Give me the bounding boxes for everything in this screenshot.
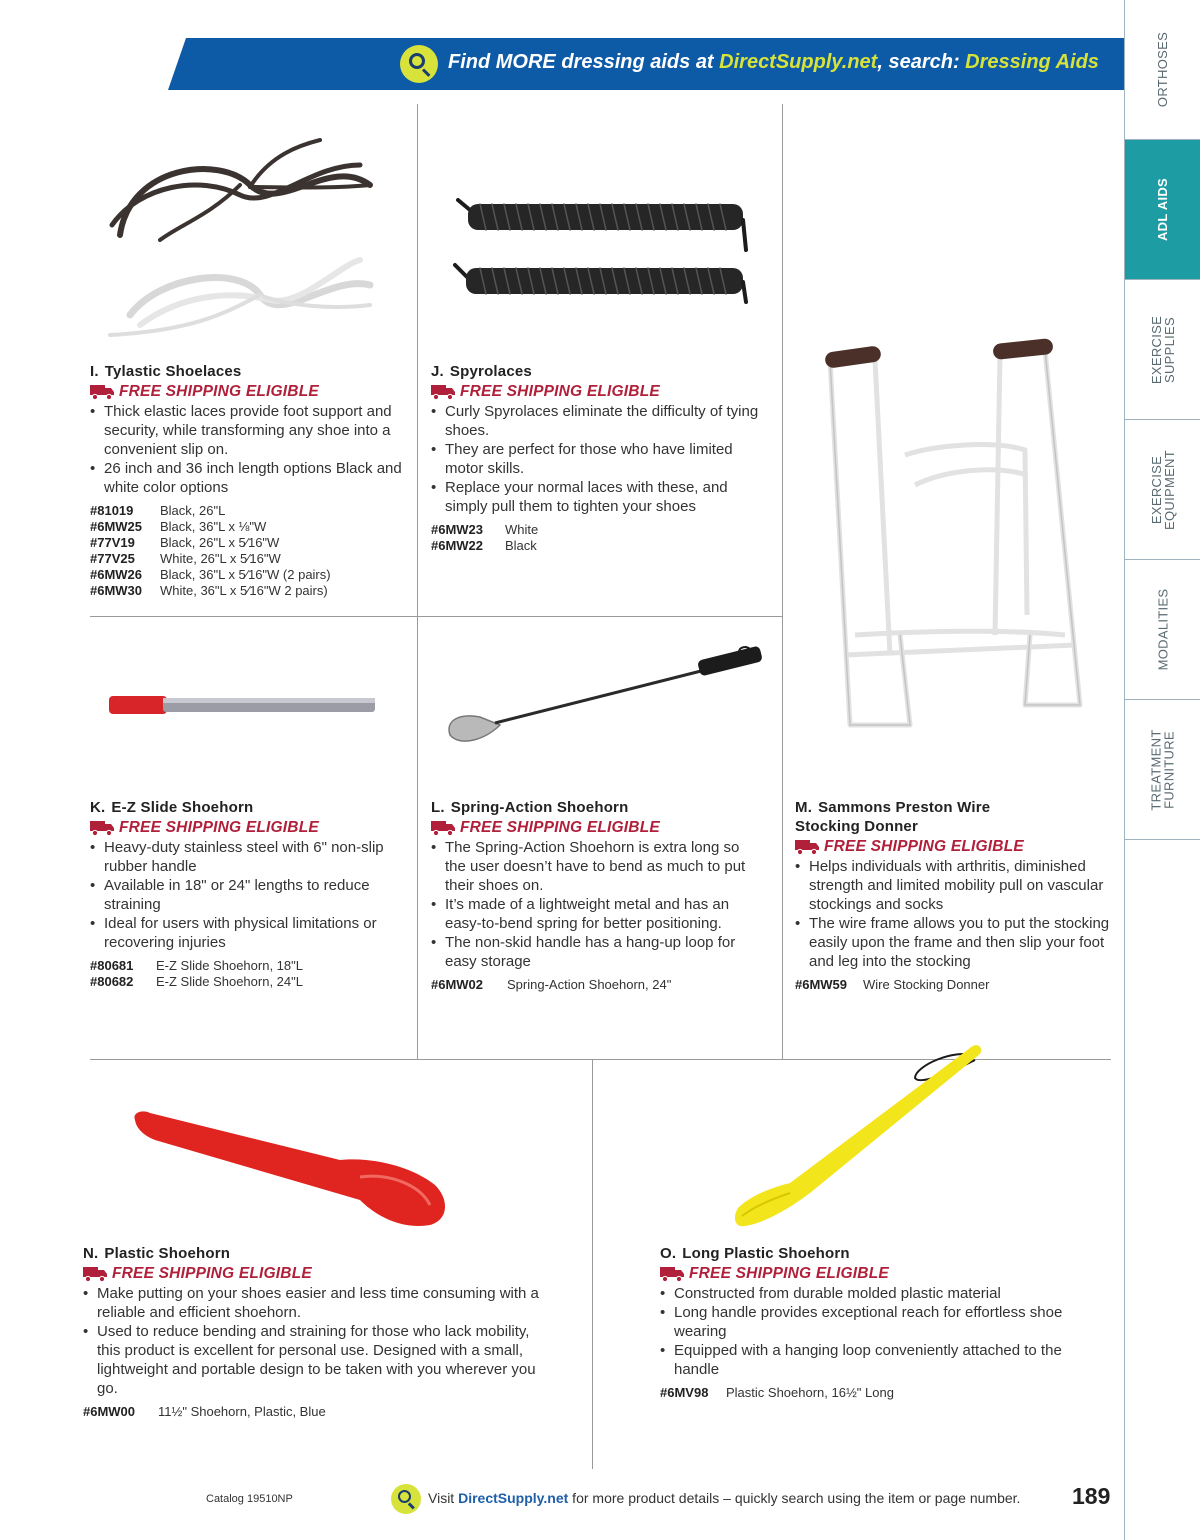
sku-row bbox=[660, 1385, 1080, 1401]
sku-desc: Plastic Shoehorn, 16½" Long bbox=[726, 1385, 894, 1400]
tab-label: MODALITIES bbox=[1155, 588, 1171, 671]
product-letter: L. bbox=[431, 799, 445, 816]
sku-code[interactable]: #6MW30 bbox=[90, 583, 143, 598]
product-long-plastic-shoehorn bbox=[660, 1244, 1080, 1401]
feature-list bbox=[90, 402, 410, 497]
ez-slide-shoehorn-image bbox=[105, 690, 380, 725]
footer-site-link[interactable]: DirectSupply.net bbox=[458, 1490, 569, 1506]
feature-list bbox=[795, 857, 1115, 971]
sku-code[interactable]: #6MW26 bbox=[90, 567, 143, 582]
sku-desc: Black bbox=[505, 538, 537, 553]
divider bbox=[782, 104, 783, 1059]
plastic-shoehorn-image bbox=[130, 1105, 460, 1230]
feature-list bbox=[83, 1284, 548, 1398]
free-shipping-badge bbox=[90, 382, 410, 402]
promo-banner bbox=[168, 38, 1124, 90]
sku-desc: Black, 36"L x 5⁄16"W (2 pairs) bbox=[160, 567, 331, 582]
product-title bbox=[90, 362, 410, 381]
product-wire-stocking-donner bbox=[795, 798, 1115, 993]
feature-item: • Helps individuals with arthritis, diminished strength and limited mobility pull on vascular stockings and socks bbox=[795, 857, 1115, 914]
feature-list bbox=[660, 1284, 1075, 1379]
feature-item: • Long handle provides exceptional reach for effortless shoe wearing bbox=[660, 1303, 1075, 1341]
free-shipping-label: FREE SHIPPING ELIGIBLE bbox=[119, 383, 319, 400]
shoelaces-image bbox=[100, 125, 390, 355]
sku-code[interactable]: #80682 bbox=[90, 974, 134, 989]
spyrolaces-image bbox=[450, 190, 760, 305]
feature-item: • The wire frame allows you to put the stocking easily upon the frame and then slip your foot and leg into the stocking bbox=[795, 914, 1115, 971]
product-name[interactable]: Long Plastic Shoehorn bbox=[682, 1245, 850, 1262]
sku-code[interactable]: #6MW23 bbox=[431, 522, 484, 537]
product-name[interactable]: Sammons Preston Wire Stocking Donner bbox=[795, 799, 991, 835]
sku-row bbox=[90, 583, 410, 599]
tab-exercise-supplies[interactable] bbox=[1125, 280, 1200, 420]
feature-item: • They are perfect for those who have limited motor skills. bbox=[431, 440, 771, 478]
sku-row bbox=[90, 958, 410, 974]
feature-item: • Used to reduce bending and straining for those who lack mobility, this product is excellent for personal use. Designed with a small, lightweight and portable design to be taken with you wherever you go. bbox=[83, 1322, 548, 1398]
product-title bbox=[431, 798, 751, 817]
section-tabs bbox=[1124, 0, 1200, 1540]
free-shipping-badge bbox=[83, 1264, 553, 1284]
feature-item: • Constructed from durable molded plastic material bbox=[660, 1284, 1075, 1303]
stocking-donner-image bbox=[815, 335, 1095, 745]
sku-code[interactable]: #6MW59 bbox=[795, 977, 848, 992]
sku-row bbox=[90, 535, 410, 551]
product-name[interactable]: Spring-Action Shoehorn bbox=[450, 799, 629, 816]
sku-row bbox=[90, 519, 410, 535]
sku-row bbox=[90, 551, 410, 567]
feature-item: • Ideal for users with physical limitations or recovering injuries bbox=[90, 914, 390, 952]
sku-desc: Wire Stocking Donner bbox=[863, 977, 990, 992]
product-title bbox=[795, 798, 1045, 836]
product-title bbox=[431, 362, 771, 381]
truck-icon bbox=[431, 820, 456, 836]
tab-label: TREATMENT FURNITURE bbox=[1149, 728, 1177, 811]
sku-code[interactable]: #6MW02 bbox=[431, 977, 484, 992]
banner-part2: , search: bbox=[877, 51, 966, 73]
feature-item: • Curly Spyrolaces eliminate the difficulty of tying shoes. bbox=[431, 402, 771, 440]
sku-row bbox=[83, 1404, 553, 1420]
spring-action-shoehorn-image bbox=[440, 645, 770, 755]
free-shipping-label: FREE SHIPPING ELIGIBLE bbox=[460, 383, 660, 400]
tab-orthoses[interactable] bbox=[1125, 0, 1200, 140]
product-ez-slide-shoehorn bbox=[90, 798, 410, 990]
sku-code[interactable]: #80681 bbox=[90, 958, 134, 973]
sku-list bbox=[90, 503, 410, 599]
sku-row bbox=[795, 977, 1115, 993]
feature-item: • The Spring-Action Shoehorn is extra long so the user doesn’t have to bend as much to put their shoes on. bbox=[431, 838, 749, 895]
sku-desc: White bbox=[505, 522, 539, 537]
product-letter: M. bbox=[795, 799, 813, 816]
product-name[interactable]: Spyrolaces bbox=[449, 363, 532, 380]
banner-site-link[interactable]: DirectSupply.net bbox=[719, 51, 878, 73]
product-letter: J. bbox=[431, 363, 444, 380]
product-name[interactable]: Tylastic Shoelaces bbox=[104, 363, 242, 380]
free-shipping-badge bbox=[660, 1264, 1080, 1284]
footer-text bbox=[428, 1490, 1020, 1506]
sku-desc: E-Z Slide Shoehorn, 18"L bbox=[156, 958, 303, 973]
feature-item: • Available in 18" or 24" lengths to reduce straining bbox=[90, 876, 390, 914]
sku-row bbox=[90, 567, 410, 583]
product-spring-action-shoehorn bbox=[431, 798, 751, 993]
footer-rest: for more product details – quickly search using the item or page number. bbox=[568, 1490, 1021, 1506]
product-plastic-shoehorn bbox=[83, 1244, 553, 1420]
product-letter: N. bbox=[83, 1245, 99, 1262]
sku-desc: 11½" Shoehorn, Plastic, Blue bbox=[158, 1404, 326, 1419]
sku-list bbox=[431, 522, 771, 554]
search-icon bbox=[391, 1484, 421, 1514]
feature-list bbox=[90, 838, 390, 952]
tab-adl-aids[interactable] bbox=[1125, 140, 1200, 280]
tab-label: EXERCISE EQUIPMENT bbox=[1149, 449, 1178, 530]
tab-exercise-equipment[interactable] bbox=[1125, 420, 1200, 560]
free-shipping-label: FREE SHIPPING ELIGIBLE bbox=[460, 819, 660, 836]
sku-code[interactable]: #6MW00 bbox=[83, 1404, 136, 1419]
sku-row bbox=[90, 974, 410, 990]
sku-desc: Black, 36"L x ⅛"W bbox=[160, 519, 267, 534]
sku-desc: Spring-Action Shoehorn, 24" bbox=[507, 977, 672, 992]
feature-list bbox=[431, 838, 749, 971]
feature-item: • It’s made of a lightweight metal and has an easy-to-bend spring for better positioning. bbox=[431, 895, 749, 933]
free-shipping-badge bbox=[90, 818, 410, 838]
truck-icon bbox=[431, 384, 456, 400]
product-title bbox=[660, 1244, 1080, 1263]
sku-row bbox=[90, 503, 410, 519]
divider bbox=[592, 1059, 593, 1469]
truck-icon bbox=[90, 384, 115, 400]
tab-label: ADL AIDS bbox=[1155, 177, 1171, 242]
footer-visit: Visit bbox=[428, 1490, 459, 1506]
free-shipping-label: FREE SHIPPING ELIGIBLE bbox=[119, 819, 319, 836]
sku-list bbox=[795, 977, 1115, 993]
tab-treatment-furniture[interactable] bbox=[1125, 700, 1200, 840]
sku-row bbox=[431, 977, 751, 993]
divider bbox=[417, 104, 418, 1059]
sku-list bbox=[660, 1385, 1080, 1401]
free-shipping-label: FREE SHIPPING ELIGIBLE bbox=[824, 838, 1024, 855]
feature-item: • Thick elastic laces provide foot support and security, while transforming any shoe into a convenient slip on. bbox=[90, 402, 410, 459]
product-title bbox=[83, 1244, 553, 1263]
search-icon bbox=[400, 45, 438, 83]
sku-list bbox=[431, 977, 751, 993]
product-spyrolaces bbox=[431, 362, 771, 554]
free-shipping-label: FREE SHIPPING ELIGIBLE bbox=[112, 1265, 312, 1282]
catalog-number: Catalog 19510NP bbox=[206, 1493, 293, 1505]
page-number: 189 bbox=[1072, 1483, 1111, 1509]
sku-desc: E-Z Slide Shoehorn, 24"L bbox=[156, 974, 303, 989]
product-name[interactable]: E-Z Slide Shoehorn bbox=[111, 799, 254, 816]
truck-icon bbox=[660, 1266, 685, 1282]
sku-code[interactable]: #6MV98 bbox=[660, 1385, 709, 1400]
free-shipping-badge bbox=[431, 818, 751, 838]
sku-list bbox=[83, 1404, 553, 1420]
free-shipping-badge bbox=[431, 382, 771, 402]
long-plastic-shoehorn-image bbox=[730, 1038, 1000, 1238]
sku-code[interactable]: #6MW22 bbox=[431, 538, 484, 553]
truck-icon bbox=[90, 820, 115, 836]
product-letter: O. bbox=[660, 1245, 677, 1262]
sku-code[interactable]: #77V25 bbox=[90, 551, 135, 566]
sku-desc: Black, 26"L x 5⁄16"W bbox=[160, 535, 280, 550]
banner-search-term: Dressing Aids bbox=[965, 51, 1099, 73]
sku-desc: White, 26"L x 5⁄16"W bbox=[160, 551, 281, 566]
truck-icon bbox=[795, 839, 820, 855]
product-letter: K. bbox=[90, 799, 106, 816]
feature-item: • Make putting on your shoes easier and less time consuming with a reliable and efficient shoehorn. bbox=[83, 1284, 548, 1322]
sku-code[interactable]: #77V19 bbox=[90, 535, 135, 550]
free-shipping-label: FREE SHIPPING ELIGIBLE bbox=[689, 1265, 889, 1282]
free-shipping-badge bbox=[795, 837, 1115, 857]
banner-text bbox=[448, 51, 1099, 74]
sku-desc: Black, 26"L bbox=[160, 503, 226, 518]
sku-row bbox=[431, 538, 771, 554]
truck-icon bbox=[83, 1266, 108, 1282]
feature-item: • Replace your normal laces with these, and simply pull them to tighten your shoes bbox=[431, 478, 771, 516]
sku-code[interactable]: #6MW25 bbox=[90, 519, 143, 534]
feature-list bbox=[431, 402, 771, 516]
tab-label: ORTHOSES bbox=[1155, 31, 1171, 108]
feature-item: • 26 inch and 36 inch length options Black and white color options bbox=[90, 459, 410, 497]
product-name[interactable]: Plastic Shoehorn bbox=[104, 1245, 231, 1262]
banner-part1: Find MORE dressing aids at bbox=[448, 51, 720, 73]
feature-item: • The non-skid handle has a hang-up loop for easy storage bbox=[431, 933, 749, 971]
sku-code[interactable]: #81019 bbox=[90, 503, 134, 518]
tab-modalities[interactable] bbox=[1125, 560, 1200, 700]
feature-item: • Heavy-duty stainless steel with 6" non-slip rubber handle bbox=[90, 838, 390, 876]
tab-label: EXERCISE SUPPLIES bbox=[1149, 315, 1177, 384]
sku-desc: White, 36"L x 5⁄16"W 2 pairs) bbox=[160, 583, 328, 598]
product-tylastic-shoelaces bbox=[90, 362, 410, 599]
product-title bbox=[90, 798, 410, 817]
feature-item: • Equipped with a hanging loop conveniently attached to the handle bbox=[660, 1341, 1075, 1379]
product-letter: I. bbox=[90, 363, 99, 380]
sku-row bbox=[431, 522, 771, 538]
divider bbox=[90, 616, 782, 617]
sku-list bbox=[90, 958, 410, 990]
